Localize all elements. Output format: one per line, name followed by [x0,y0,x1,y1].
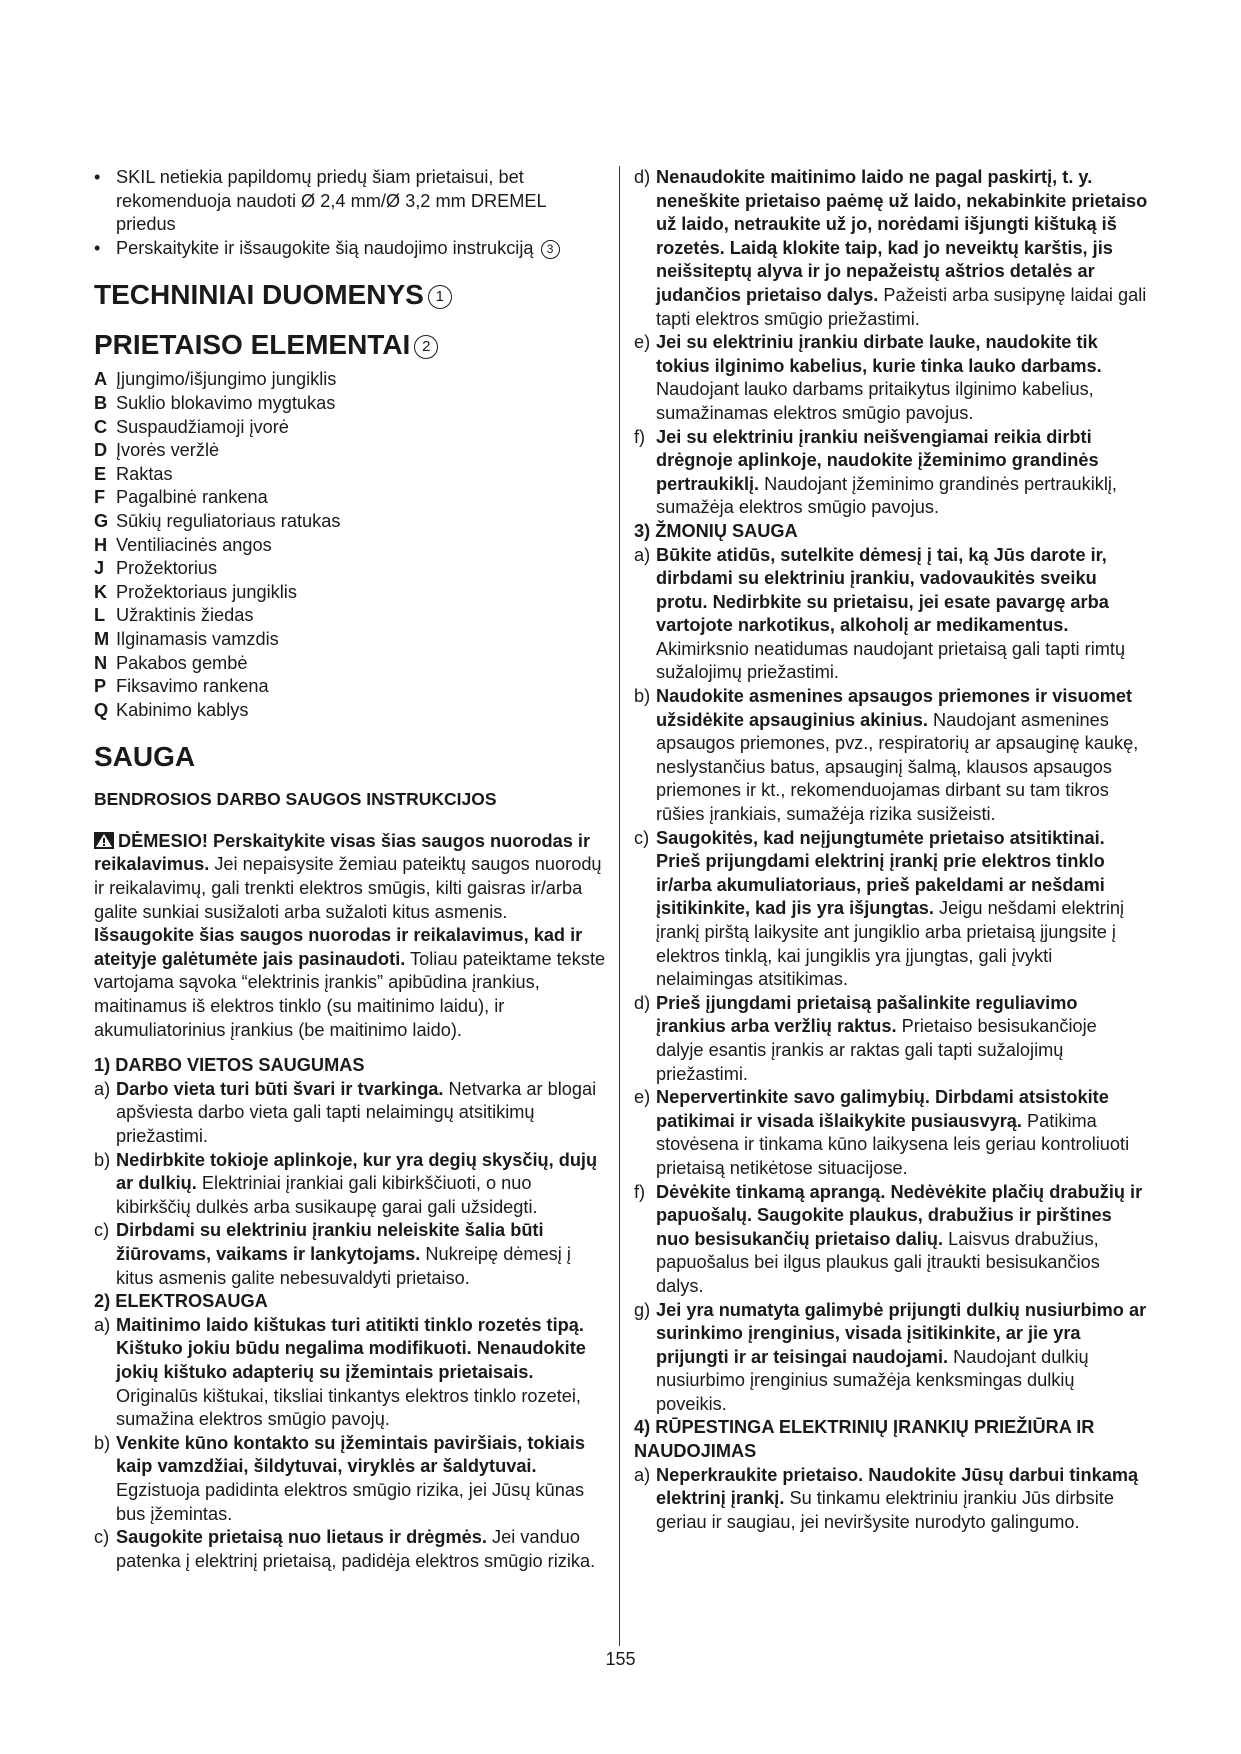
list-item: b) Venkite kūno kontakto su įžemintais paviršiais, tokiais kaip vamzdžiai, šildytuvai, viryklės ar šaldytuvai. Egzistuoja padidinta elektros smūgio rizika, jei Jūsų kūnas bus įžemintas. [94,1432,585,1524]
list-item: a) Darbo vieta turi būti švari ir tvarkinga. Netvarka ar blogai apšviesta darbo vieta gali tapti nelaimingų atsitikimų priežastimi. [94,1078,597,1146]
heading-tool-elements: PRIETAISO ELEMENTAI 2 [94,328,606,362]
heading-technical-data: TECHNINIAI DUOMENYS 1 [94,278,606,312]
bullet-accessories: • SKIL netiekia papildomų priedų šiam prietaisui, bet rekomenduoja naudoti Ø 2,4 mm/Ø 3,2 mm DREMEL priedus [94,166,606,237]
section-title-electrical: 2) ELEKTROSAUGA [94,1291,268,1312]
list-item: f) Dėvėkite tinkamą aprangą. Nedėvėkite plačių drabužių ir papuošalų. Saugokite plaukus, drabužius ir pirštines nuo besisukančių prietaiso dalių. Laisvus drabužius, papuošalus bei ilgus plaukus gali įtraukti besisukančios dalys. [634,1181,1143,1296]
column-divider [619,166,620,1646]
heading-general-safety: BENDROSIOS DARBO SAUGOS INSTRUKCIJOS [94,789,497,810]
page-number: 155 [605,1649,636,1669]
list-item: c) Dirbdami su elektriniu įrankiu neleiskite šalia būti žiūrovams, vaikams ir lankytojams. Nukreipę dėmesį į kitus asmenis galite nebesuvaldyti prietaiso. [94,1220,571,1288]
list-item: b) Nedirbkite tokioje aplinkoje, kur yra degių skysčių, dujų ar dulkių. Elektriniai įrankiai gali kibirkščiuoti, o nuo kibirkščių dulkės arba susikaupę garai gali užsidegti. [94,1149,598,1217]
part-item: N Pakabos gembė [94,652,248,673]
list-item: f) Jei su elektriniu įrankiu neišvengiamai reikia dirbti drėgnoje aplinkoje, naudokite įžeminimo grandinės pertraukiklį. Naudojant įžeminimo grandinės pertraukiklį, sumažėja elektros smūgio pavojus. [634,426,1117,518]
section-title-work-area: 1) DARBO VIETOS SAUGUMAS [94,1055,365,1076]
list-item: d) Nenaudokite maitinimo laido ne pagal paskirtį, t. y. neneškite prietaiso paėmę už laido, nekabinkite prietaiso už laido, netraukite už jo, norėdami išjungti kištuką iš rozetės. Laidą klokite taip, kad jo neveiktų karštis, jis neišsiteptų alyva ir jo nepažeistų aštrios detalės ar judančios prietaiso dalys. Pažeisti arba susipynę laidai gali tapti elektros smūgio priežastimi. [634,167,1148,329]
part-item: A Įjungimo/išjungimo jungiklis [94,369,337,390]
part-item: P Fiksavimo rankena [94,676,269,697]
list-item: c) Saugokitės, kad neįjungtumėte prietaiso atsitiktinai. Prieš prijungdami elektrinį įrankį prie elektros tinklo ir/arba akumuliatoriaus, prieš pakeldami ar nešdami įsitikinkite, kad jis yra išjungtas. Jeigu nešdami elektrinį įrankį pirštą laikysite ant jungiklio arba prietaisą įjungsite į elektros tinklą, kai jungiklis yra įjungtas, gali įvykti nelaimingas atsitikimas. [634,827,1125,990]
heading-safety: SAUGA [94,741,196,773]
warning-paragraph: DĖMESIO! Perskaitykite visas šias saugos nuorodas ir reikalavimus. Jei nepaisysite žemiau pateiktų saugos nuorodų ir reikalavimų, gali trenkti elektros smūgis, kilti gaisras ir/arba galite sunkiai susižaloti arba sužaloti kitus asmenis. Išsaugokite šias saugos nuorodas ir reikalavimus, kad ir ateityje galėtumėte jais pasinaudoti. Toliau pateiktame tekste vartojama sąvoka “elektrinis įrankis” apibūdina įrankius, maitinamus iš elektros tinklo (su maitinimo laidu), ir akumuliatorinius įrankius (be maitinimo laido). [94,830,606,1040]
list-item: a) Būkite atidūs, sutelkite dėmesį į tai, ką Jūs darote ir, dirbdami su elektriniu įrankiu, vadovaukitės sveiku protu. Nedirbkite su prietaisu, jei esate pavargę arba vartojote narkotikus, alkoholį ar medikamentus. Akimirksnio neatidumas naudojant prietaisą gali tapti rimtų sužalojimų priežastimi. [634,544,1126,683]
figure-ref-3: 3 [541,240,560,259]
part-item: Q Kabinimo kablys [94,699,249,720]
list-item: e) Nepervertinkite savo galimybių. Dirbdami atsistokite patikimai ir visada išlaikykite pusiausvyrą. Patikima stovėsena ir tinkama kūno laikysena leis geriau kontroliuoti prietaisą netikėtose situacijose. [634,1087,1130,1178]
part-item: J Prožektorius [94,558,218,579]
list-item: a) Maitinimo laido kištukas turi atitikti tinklo rozetės tipą. Kištuko jokiu būdu negalima modifikuoti. Nenaudokite jokių kištuko adapterių su įžemintais prietaisais. Originalūs kištukai, tiksliai tinkantys elektros tinklo rozetei, sumažina elektros smūgio pavojų. [94,1314,586,1430]
part-item: C Suspaudžiamoji įvorė [94,416,289,437]
section-title-personal-safety: 3) ŽMONIŲ SAUGA [634,520,798,541]
part-item: B Suklio blokavimo mygtukas [94,392,336,413]
part-item: F Pagalbinė rankena [94,487,268,508]
figure-ref-2: 2 [414,335,438,359]
figure-ref-1: 1 [428,285,452,309]
part-item: E Raktas [94,463,173,484]
list-item: g) Jei yra numatyta galimybė prijungti dulkių nusiurbimo ar surinkimo įrenginius, visada įsitikinkite, ar jie yra prijungti ir ar teisingai naudojami. Naudojant dulkių nusiurbimo įrenginius sumažėja kenksmingas dulkių poveikis. [634,1299,1147,1414]
list-item: d) Prieš įjungdami prietaisą pašalinkite reguliavimo įrankius arba veržlių raktus. Prietaiso besisukančioje dalyje esantis įrankis ar raktas gali tapti sužalojimų priežastimi. [634,992,1097,1084]
list-item: b) Naudokite asmenines apsaugos priemones ir visuomet užsidėkite apsauginius akinius. Naudojant asmenines apsaugos priemones, pvz., respiratorių ar apsauginę kaukę, neslystančius batus, apsauginį šalmą, klausos apsaugos priemones ir kt., rekomenduojamas dirbant su tam tikros rūšies įrankiais, sumažėja rizika susižeisti. [634,686,1139,825]
part-item: H Ventiliacinės angos [94,534,272,555]
warning-icon [94,832,114,849]
part-item: D Įvorės veržlė [94,440,220,461]
list-item: c) Saugokite prietaisą nuo lietaus ir drėgmės. Jei vanduo patenka į elektrinį prietaisą, padidėja elektros smūgio rizika. [94,1527,596,1571]
left-column [94,166,606,1573]
list-item: e) Jei su elektriniu įrankiu dirbate lauke, naudokite tik tokius ilginimo kabelius, kurie tinka lauko darbams. Naudojant lauko darbams pritaikytus ilginimo kabelius, sumažinamas elektros smūgio pavojus. [634,332,1102,423]
part-item: M Ilginamasis vamzdis [94,628,279,649]
section-title-tool-care: 4) RŪPESTINGA ELEKTRINIŲ ĮRANKIŲ PRIEŽIŪRA IR NAUDOJIMAS [634,1417,1095,1462]
list-item: a) Neperkraukite prietaiso. Naudokite Jūsų darbui tinkamą elektrinį įrankį. Su tinkamu elektriniu įrankiu Jūs dirbsite geriau ir saugiau, jei neviršysite nurodyto galingumo. [634,1464,1139,1532]
part-item: G Sūkių reguliatoriaus ratukas [94,510,341,531]
right-column [634,166,1149,1534]
bullet-instructions: • Perskaitykite ir išsaugokite šią naudojimo instrukciją 3 [94,237,606,261]
part-item: K Prožektoriaus jungiklis [94,581,297,602]
parts-list [94,368,606,722]
part-item: L Užraktinis žiedas [94,605,254,626]
